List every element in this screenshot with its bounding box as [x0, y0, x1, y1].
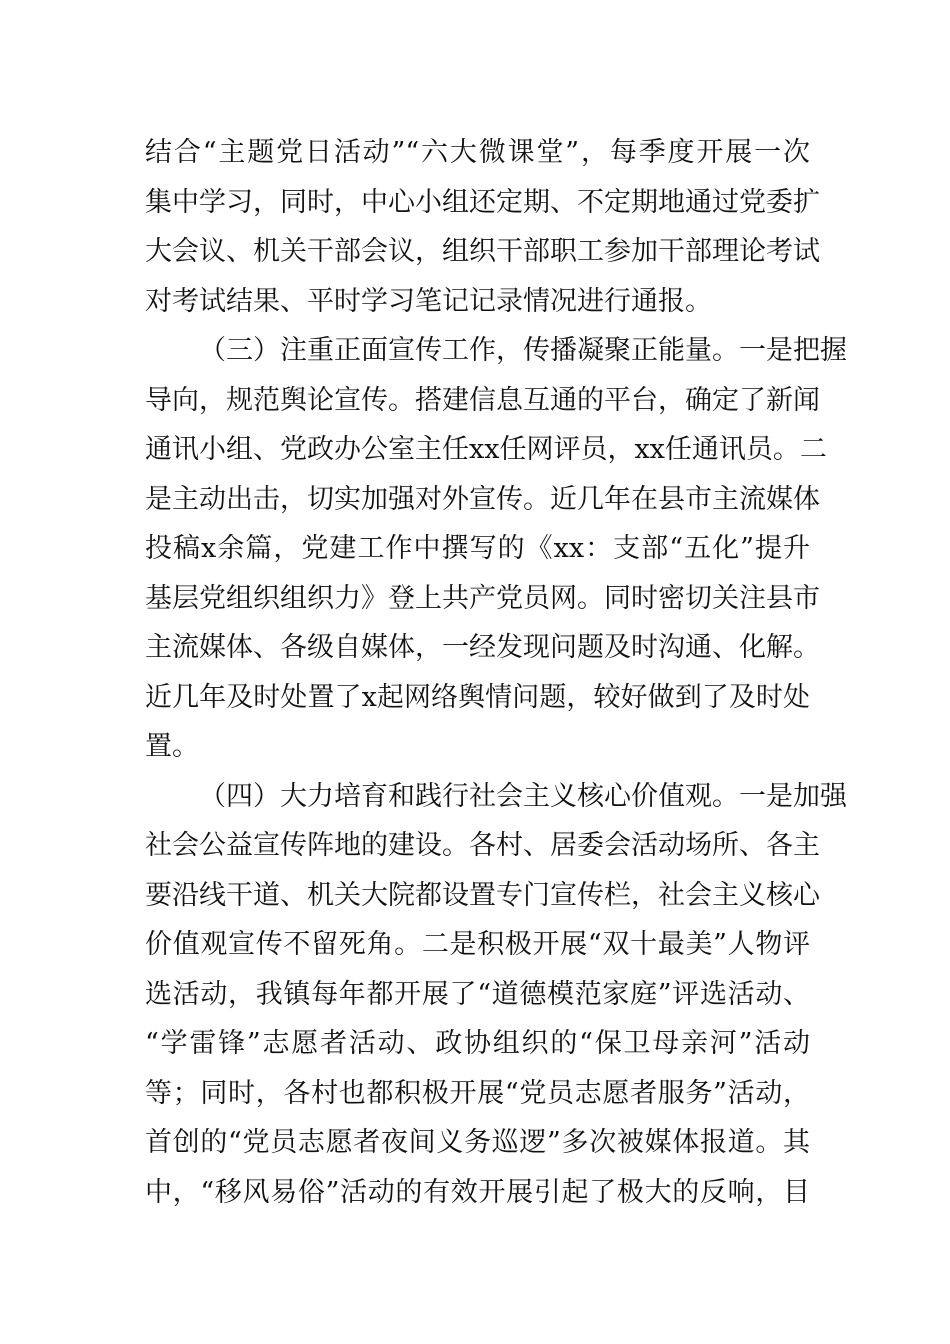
text-line: 等；同时，各村也都积极开展“党员志愿者服务”活动， [145, 1077, 810, 1109]
text-line: 价值观宣传不留死角。二是积极开展“双十最美”人物评 [145, 929, 810, 960]
text-line: 是主动出击，切实加强对外宣传。近几年在县市主流媒体 [145, 483, 820, 515]
paragraph-study [145, 128, 820, 326]
text-line: “学雷锋”志愿者活动、政协组织的“保卫母亲河”活动 [145, 1028, 810, 1059]
text-line: 中，“移风易俗”活动的有效开展引起了极大的反响，目 [145, 1176, 810, 1208]
text-line: 基层党组织组织力》登上共产党员网。同时密切关注县市 [145, 582, 820, 614]
text-line: 导向，规范舆论宣传。搭建信息互通的平台，确定了新闻 [145, 384, 820, 416]
text-line: 选活动，我镇每年都开展了“道德模范家庭”评选活动、 [145, 978, 810, 1010]
text-line: 集中学习，同时，中心小组还定期、不定期地通过党委扩 [145, 186, 820, 218]
text-line: 置。 [145, 731, 199, 762]
body-text [145, 128, 847, 1217]
text-line: 社会公益宣传阵地的建设。各村、居委会活动场所、各主 [145, 830, 820, 861]
text-line: 通讯小组、党政办公室主任xx任网评员，xx任通讯员。二 [145, 434, 827, 465]
text-line: 要沿线干道、机关大院都设置专门宣传栏，社会主义核心 [145, 879, 820, 911]
text-line: 投稿x余篇，党建工作中撰写的《xx：支部“五化”提升 [145, 533, 810, 564]
paragraph-core-values [145, 772, 847, 1218]
text-line: 主流媒体、各级自媒体，一经发现问题及时沟通、化解。 [145, 632, 820, 663]
text-line: 首创的“党员志愿者夜间义务巡逻”多次被媒体报道。其 [145, 1127, 810, 1158]
text-line: 近几年及时处置了x起网络舆情问题，较好做到了及时处 [145, 681, 810, 713]
paragraph-publicity [145, 326, 847, 772]
text-line: 大会议、机关干部会议，组织干部职工参加干部理论考试 [145, 236, 820, 267]
text-line: 对考试结果、平时学习笔记记录情况进行通报。 [145, 285, 712, 317]
text-line: （四）大力培育和践行社会主义核心价值观。一是加强 [199, 780, 847, 812]
text-line: 结合“主题党日活动”“六大微课堂”，每季度开展一次 [145, 137, 810, 168]
text-line: （三）注重正面宣传工作，传播凝聚正能量。一是把握 [199, 335, 847, 366]
